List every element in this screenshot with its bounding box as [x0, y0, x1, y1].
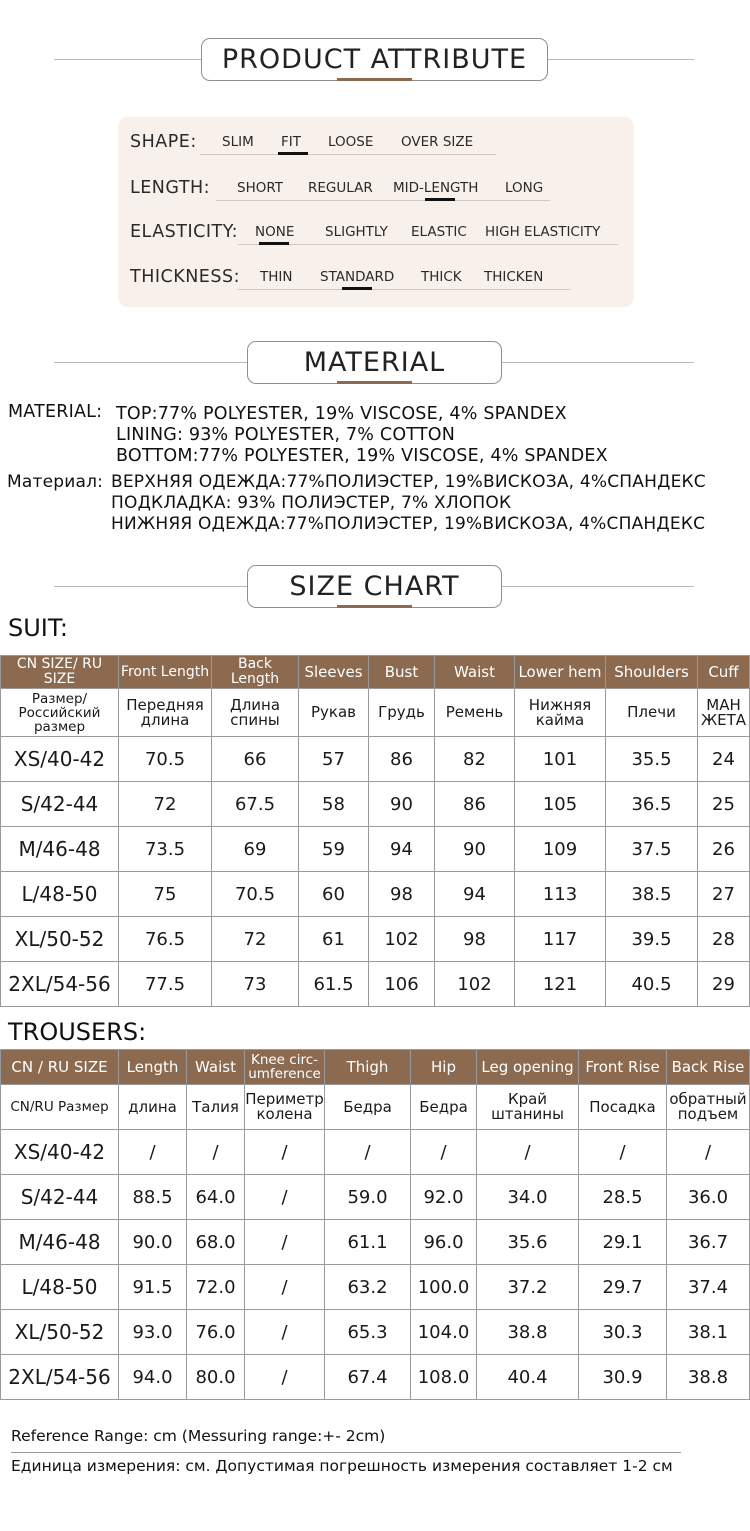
table-cell: 67.4 [325, 1355, 411, 1400]
table-cell: 94 [369, 827, 435, 872]
table-cell: 76.0 [187, 1310, 245, 1355]
col-header-ru: МАН ЖЕТА [698, 689, 750, 737]
col-header: Front Length [119, 656, 212, 689]
material-header: MATERIAL [247, 341, 502, 384]
material-label-en: MATERIAL: [8, 402, 103, 422]
col-header-ru: Плечи [606, 689, 698, 737]
attr-option: ELASTIC [411, 224, 467, 240]
table-cell: / [579, 1130, 667, 1175]
table-cell: 30.9 [579, 1355, 667, 1400]
col-header-ru: Талия [187, 1085, 245, 1130]
attr-divider [238, 289, 570, 290]
table-cell: 38.5 [606, 872, 698, 917]
trousers-header-row [1, 1050, 750, 1085]
table-cell: 61.1 [325, 1220, 411, 1265]
col-header: CN / RU SIZE [1, 1050, 119, 1085]
col-header: Bust [369, 656, 435, 689]
table-cell: 37.4 [667, 1265, 750, 1310]
table-cell: 105 [515, 782, 606, 827]
table-row [1, 737, 750, 782]
table-cell: 109 [515, 827, 606, 872]
table-cell: 57 [299, 737, 369, 782]
size-cell: S/42-44 [1, 1175, 119, 1220]
table-cell: 72.0 [187, 1265, 245, 1310]
suit-size-table [0, 655, 750, 1007]
table-cell: 75 [119, 872, 212, 917]
col-header: Hip [411, 1050, 477, 1085]
table-cell: 59.0 [325, 1175, 411, 1220]
table-cell: 82 [435, 737, 515, 782]
table-cell: 73 [212, 962, 299, 1007]
trousers-header-ru-row [1, 1085, 750, 1130]
selected-marker [425, 198, 455, 201]
table-row [1, 917, 750, 962]
col-header: Sleeves [299, 656, 369, 689]
table-cell: 76.5 [119, 917, 212, 962]
table-cell: 67.5 [212, 782, 299, 827]
table-cell: 90 [435, 827, 515, 872]
table-cell: 70.5 [119, 737, 212, 782]
table-cell: 121 [515, 962, 606, 1007]
table-cell: 102 [435, 962, 515, 1007]
table-cell: 66 [212, 737, 299, 782]
suit-header-ru-row [1, 689, 750, 737]
col-header: Length [119, 1050, 187, 1085]
header-accent [337, 78, 412, 81]
table-row [1, 1175, 750, 1220]
header-accent [337, 381, 412, 384]
col-header-ru: длина [119, 1085, 187, 1130]
footer-divider [11, 1452, 681, 1453]
suit-title: SUIT: [8, 614, 68, 642]
table-cell: / [411, 1130, 477, 1175]
table-cell: 36.0 [667, 1175, 750, 1220]
material-label-ru: Материал: [7, 472, 104, 492]
table-cell: 36.7 [667, 1220, 750, 1265]
table-row [1, 1310, 750, 1355]
table-cell: 77.5 [119, 962, 212, 1007]
attr-label-elasticity: ELASTICITY: [130, 222, 238, 242]
size-cell: M/46-48 [1, 1220, 119, 1265]
header-rule-right [502, 586, 694, 587]
table-cell: 106 [369, 962, 435, 1007]
table-cell: 88.5 [119, 1175, 187, 1220]
table-cell: 68.0 [187, 1220, 245, 1265]
header-accent [337, 605, 412, 608]
table-cell: 38.1 [667, 1310, 750, 1355]
col-header-ru: Грудь [369, 689, 435, 737]
table-cell: 37.5 [606, 827, 698, 872]
table-cell: 91.5 [119, 1265, 187, 1310]
table-cell: 58 [299, 782, 369, 827]
col-header-ru: Бедра [325, 1085, 411, 1130]
reference-range-note: Reference Range: cm (Messuring range:+- 2cm) [11, 1427, 386, 1445]
table-cell: 96.0 [411, 1220, 477, 1265]
material-line: TOP:77% POLYESTER, 19% VISCOSE, 4% SPANDEX [116, 404, 567, 424]
attr-option-selected: MID-LENGTH [393, 180, 479, 196]
table-cell: 98 [435, 917, 515, 962]
table-cell: 94 [435, 872, 515, 917]
size-cell: L/48-50 [1, 872, 119, 917]
table-cell: 92.0 [411, 1175, 477, 1220]
table-cell: 63.2 [325, 1265, 411, 1310]
attr-option: THICKEN [484, 269, 544, 285]
col-header: Back Length [212, 656, 299, 689]
table-cell: 28 [698, 917, 750, 962]
col-header-ru: Длина спины [212, 689, 299, 737]
table-cell: 30.3 [579, 1310, 667, 1355]
selected-marker [259, 242, 289, 245]
table-cell: 94.0 [119, 1355, 187, 1400]
attr-divider [216, 200, 550, 201]
table-cell: 117 [515, 917, 606, 962]
table-cell: 61 [299, 917, 369, 962]
table-cell: / [477, 1130, 579, 1175]
col-header: Waist [435, 656, 515, 689]
table-cell: 102 [369, 917, 435, 962]
material-line-ru: ПОДКЛАДКА: 93% ПОЛИЭСТЕР, 7% ХЛОПОК [111, 493, 512, 513]
table-cell: 86 [369, 737, 435, 782]
attr-option-selected: FIT [281, 134, 301, 150]
table-row [1, 872, 750, 917]
table-row [1, 782, 750, 827]
attr-row-thickness [118, 267, 634, 297]
attr-divider [200, 154, 496, 155]
table-cell: / [245, 1355, 325, 1400]
table-cell: 27 [698, 872, 750, 917]
table-cell: 90 [369, 782, 435, 827]
table-cell: 69 [212, 827, 299, 872]
table-cell: / [245, 1220, 325, 1265]
size-chart-header: SIZE CHART [247, 565, 502, 608]
table-cell: 104.0 [411, 1310, 477, 1355]
size-cell: XL/50-52 [1, 917, 119, 962]
size-cell: XS/40-42 [1, 737, 119, 782]
attr-label-shape: SHAPE: [130, 132, 197, 152]
col-header-ru: обратный подъем [667, 1085, 750, 1130]
size-cell: XL/50-52 [1, 1310, 119, 1355]
size-cell: 2XL/54-56 [1, 1355, 119, 1400]
table-cell: 29.7 [579, 1265, 667, 1310]
table-cell: 101 [515, 737, 606, 782]
table-cell: 64.0 [187, 1175, 245, 1220]
table-cell: 65.3 [325, 1310, 411, 1355]
table-cell: / [245, 1310, 325, 1355]
attr-option: LONG [505, 180, 544, 196]
attr-row-elasticity [118, 222, 634, 252]
attr-label-thickness: THICKNESS: [130, 267, 240, 287]
col-header-ru: Передняя длина [119, 689, 212, 737]
col-header-ru: Рукав [299, 689, 369, 737]
col-header: Thigh [325, 1050, 411, 1085]
col-header-ru: Бедра [411, 1085, 477, 1130]
selected-marker [278, 152, 308, 155]
attr-option: OVER SIZE [401, 134, 474, 150]
table-cell: 113 [515, 872, 606, 917]
col-header-ru: Размер/ Российский размер [1, 689, 119, 737]
table-cell: 24 [698, 737, 750, 782]
material-line: BOTTOM:77% POLYESTER, 19% VISCOSE, 4% SPANDEX [116, 446, 608, 466]
table-cell: 98 [369, 872, 435, 917]
product-attribute-panel [118, 117, 634, 307]
attr-option-selected: NONE [255, 224, 295, 240]
material-line: LINING: 93% POLYESTER, 7% COTTON [116, 425, 456, 445]
table-cell: 29.1 [579, 1220, 667, 1265]
col-header: CN SIZE/ RU SIZE [1, 656, 119, 689]
table-cell: 72 [212, 917, 299, 962]
table-cell: 61.5 [299, 962, 369, 1007]
table-cell: 86 [435, 782, 515, 827]
col-header-ru: Край штанины [477, 1085, 579, 1130]
attr-option: SHORT [237, 180, 283, 196]
table-cell: 100.0 [411, 1265, 477, 1310]
header-rule-right [502, 362, 694, 363]
table-cell: 38.8 [667, 1355, 750, 1400]
col-header: Cuff [698, 656, 750, 689]
table-cell: 40.5 [606, 962, 698, 1007]
attr-option: HIGH ELASTICITY [485, 224, 601, 240]
table-cell: 28.5 [579, 1175, 667, 1220]
table-row [1, 827, 750, 872]
col-header-ru: Посадка [579, 1085, 667, 1130]
table-cell: 60 [299, 872, 369, 917]
attr-option: LOOSE [328, 134, 374, 150]
table-cell: 90.0 [119, 1220, 187, 1265]
table-cell: 108.0 [411, 1355, 477, 1400]
col-header: Lower hem [515, 656, 606, 689]
table-cell: / [667, 1130, 750, 1175]
header-rule-left [54, 59, 201, 60]
col-header: Leg opening [477, 1050, 579, 1085]
table-cell: 35.5 [606, 737, 698, 782]
material-line-ru: ВЕРХНЯЯ ОДЕЖДА:77%ПОЛИЭСТЕР, 19%ВИСКОЗА, 4%СПАНДЕКС [111, 472, 706, 492]
attr-row-shape [118, 132, 634, 162]
reference-range-note-ru: Единица измерения: см. Допустимая погрешность измерения составляет 1-2 см [11, 1457, 673, 1475]
table-cell: / [119, 1130, 187, 1175]
attr-option: THIN [260, 269, 293, 285]
col-header: Shoulders [606, 656, 698, 689]
attr-option: SLIGHTLY [325, 224, 388, 240]
table-row [1, 962, 750, 1007]
col-header-ru: Нижняя кайма [515, 689, 606, 737]
table-cell: 70.5 [212, 872, 299, 917]
table-row [1, 1265, 750, 1310]
table-cell: 38.8 [477, 1310, 579, 1355]
table-cell: / [325, 1130, 411, 1175]
table-cell: 34.0 [477, 1175, 579, 1220]
table-cell: 29 [698, 962, 750, 1007]
table-cell: 39.5 [606, 917, 698, 962]
attr-option: SLIM [222, 134, 254, 150]
size-cell: 2XL/54-56 [1, 962, 119, 1007]
table-row [1, 1130, 750, 1175]
table-cell: 36.5 [606, 782, 698, 827]
col-header: Back Rise [667, 1050, 750, 1085]
table-cell: 25 [698, 782, 750, 827]
size-cell: L/48-50 [1, 1265, 119, 1310]
header-rule-left [54, 586, 247, 587]
size-cell: M/46-48 [1, 827, 119, 872]
attr-option: THICK [421, 269, 462, 285]
table-cell: / [187, 1130, 245, 1175]
attr-option: REGULAR [308, 180, 373, 196]
attr-divider [238, 244, 618, 245]
table-cell: 40.4 [477, 1355, 579, 1400]
product-attribute-header: PRODUCT ATTRIBUTE [201, 38, 548, 81]
col-header-ru: Периметр колена [245, 1085, 325, 1130]
col-header: Front Rise [579, 1050, 667, 1085]
attr-label-length: LENGTH: [130, 178, 211, 198]
suit-header-row [1, 656, 750, 689]
header-rule-right [548, 59, 694, 60]
table-cell: 72 [119, 782, 212, 827]
table-cell: 26 [698, 827, 750, 872]
table-cell: 35.6 [477, 1220, 579, 1265]
col-header-ru: Ремень [435, 689, 515, 737]
table-cell: / [245, 1265, 325, 1310]
col-header-ru: CN/RU Размер [1, 1085, 119, 1130]
table-row [1, 1355, 750, 1400]
table-cell: 59 [299, 827, 369, 872]
table-cell: / [245, 1175, 325, 1220]
attr-row-length [118, 178, 634, 208]
header-rule-left [54, 362, 247, 363]
trousers-title: TROUSERS: [8, 1018, 147, 1046]
material-line-ru: НИЖНЯЯ ОДЕЖДА:77%ПОЛИЭСТЕР, 19%ВИСКОЗА, 4%СПАНДЕКС [111, 514, 706, 534]
table-cell: 80.0 [187, 1355, 245, 1400]
table-cell: / [245, 1130, 325, 1175]
size-cell: XS/40-42 [1, 1130, 119, 1175]
trousers-size-table [0, 1049, 750, 1400]
col-header: Knee circ- umference [245, 1050, 325, 1085]
table-cell: 37.2 [477, 1265, 579, 1310]
size-cell: S/42-44 [1, 782, 119, 827]
table-cell: 93.0 [119, 1310, 187, 1355]
col-header: Waist [187, 1050, 245, 1085]
table-row [1, 1220, 750, 1265]
selected-marker [342, 287, 372, 290]
attr-option-selected: STANDARD [320, 269, 395, 285]
table-cell: 73.5 [119, 827, 212, 872]
